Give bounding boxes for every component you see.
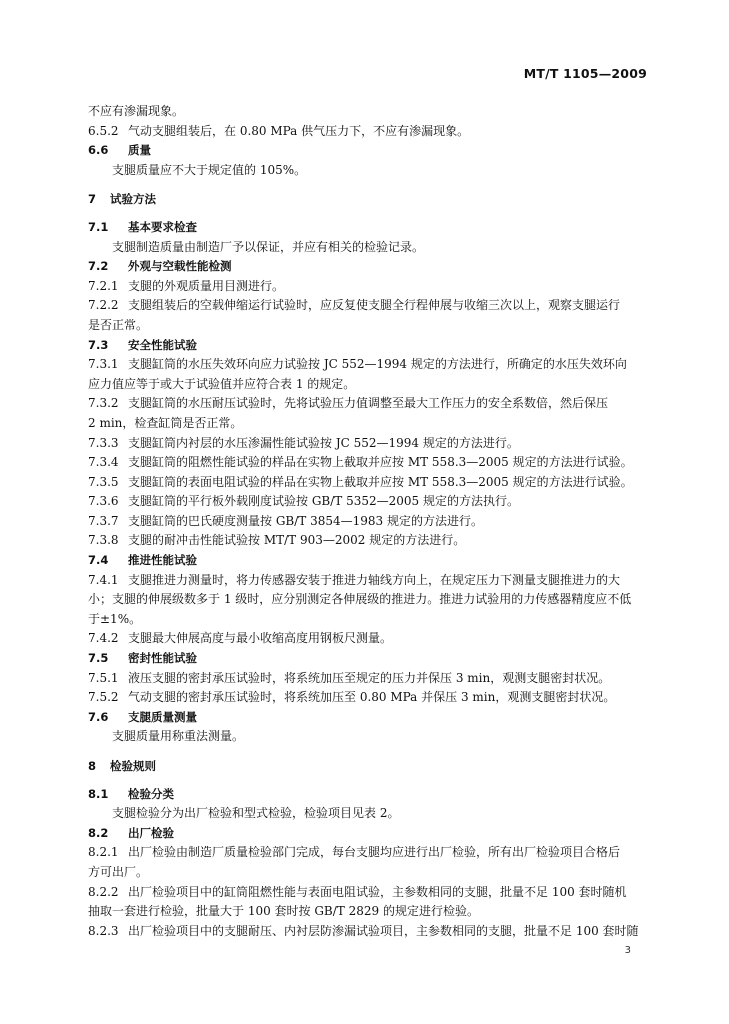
heading-number: 8.2 — [88, 825, 109, 840]
document-body — [88, 102, 647, 941]
clause-7-3-2 — [88, 394, 647, 414]
clause-text: 气动支腿的密封承压试验时，将系统加压至 0.80 MPa 并保压 3 min，观测支腿密封状况。 — [128, 690, 616, 705]
heading-title: 密封性能试验 — [128, 651, 197, 666]
heading-title: 推进性能试验 — [128, 553, 197, 568]
clause-number: 7.2.2 — [88, 298, 119, 313]
clause-number: 7.4.2 — [88, 631, 119, 646]
clause-text: 支腿缸筒的平行板外载刚度试验按 GB/T 5352—2005 规定的方法执行。 — [128, 494, 519, 509]
clause-number: 7.3.4 — [88, 455, 119, 470]
standard-code: MT/T 1105—2009 — [523, 66, 647, 81]
paragraph-line: 于±1%。 — [88, 611, 142, 626]
clause-text: 支腿推进力测量时，将力传感器安装于推进力轴线方向上，在规定压力下测量支腿推进力的大 — [128, 572, 621, 587]
clause-8-2-3 — [88, 922, 647, 942]
paragraph-line: 支腿制造质量由制造厂予以保证，并应有相关的检验记录。 — [112, 239, 425, 254]
heading-7-2 — [88, 257, 647, 277]
heading-8 — [88, 757, 647, 777]
paragraph-line: 应力值应等于或大于试验值并应符合表 1 的规定。 — [88, 376, 356, 391]
clause-number: 7.3.3 — [88, 435, 119, 450]
heading-7-4 — [88, 551, 647, 571]
paragraph-line: 是否正常。 — [88, 317, 149, 332]
heading-number: 7.1 — [88, 219, 109, 234]
clause-7-3-7 — [88, 512, 647, 532]
heading-number: 7.5 — [88, 651, 109, 666]
heading-6-6 — [88, 141, 647, 161]
clause-7-3-4 — [88, 453, 647, 473]
heading-title: 基本要求检查 — [128, 219, 197, 234]
clause-number: 7.5.1 — [88, 670, 119, 685]
clause-number: 6.5.2 — [88, 123, 119, 138]
clause-text: 气动支腿组装后，在 0.80 MPa 供气压力下，不应有渗漏现象。 — [128, 123, 470, 138]
clause-text: 支腿缸筒的阻燃性能试验的样品在实物上截取并应按 MT 558.3—2005 规定的方法进行试验。 — [128, 455, 633, 470]
clause-7-2-1 — [88, 277, 647, 297]
paragraph-line: 不应有渗漏现象。 — [88, 104, 185, 118]
heading-title: 外观与空载性能检测 — [128, 259, 232, 274]
heading-7-1 — [88, 218, 647, 238]
clause-number: 7.3.7 — [88, 513, 119, 528]
clause-number: 7.2.1 — [88, 278, 119, 293]
clause-number: 7.5.2 — [88, 690, 119, 705]
clause-text: 液压支腿的密封承压试验时，将系统加压至规定的压力并保压 3 min，观测支腿密封状况。 — [128, 670, 611, 685]
paragraph-line: 支腿质量应不大于规定值的 105%。 — [112, 162, 307, 177]
heading-7-5 — [88, 649, 647, 669]
clause-7-4-1 — [88, 571, 647, 591]
clause-text: 支腿最大伸展高度与最小收缩高度用钢板尺测量。 — [128, 631, 393, 646]
clause-text: 支腿缸筒的表面电阻试验的样品在实物上截取并应按 MT 558.3—2005 规定的方法进行试验。 — [128, 474, 633, 489]
heading-7-6 — [88, 708, 647, 728]
paragraph-line: 支腿质量用称重法测量。 — [112, 729, 245, 744]
paragraph-line: 2 min，检查缸筒是否正常。 — [88, 415, 243, 430]
clause-7-3-6 — [88, 492, 647, 512]
clause-text: 出厂检验由制造厂质量检验部门完成，每台支腿均应进行出厂检验，所有出厂检验项目合格后 — [128, 845, 621, 860]
clause-number: 8.2.1 — [88, 845, 119, 860]
heading-title: 试验方法 — [110, 192, 156, 207]
clause-text: 支腿缸筒的巴氏硬度测量按 GB/T 3854—1983 规定的方法进行。 — [128, 513, 483, 528]
heading-title: 检验规则 — [110, 759, 156, 773]
clause-6-5-2 — [88, 122, 647, 142]
clause-7-4-2 — [88, 629, 647, 649]
paragraph-line: 抽取一套进行检验，批量大于 100 套时按 GB/T 2829 的规定进行检验。 — [88, 904, 479, 919]
clause-text: 支腿组装后的空载伸缩运行试验时，应反复使支腿全行程伸展与收缩三次以上，观察支腿运行 — [128, 298, 621, 313]
page-number: 3 — [624, 945, 631, 956]
heading-number: 7.6 — [88, 709, 109, 724]
clause-number: 8.2.3 — [88, 923, 119, 938]
clause-7-2-2 — [88, 296, 647, 316]
heading-number: 7.3 — [88, 337, 109, 352]
heading-number: 7 — [88, 192, 97, 207]
clause-text: 支腿缸筒内衬层的水压渗漏性能试验按 JC 552—1994 规定的方法进行。 — [128, 435, 519, 450]
clause-8-2-1 — [88, 843, 647, 863]
clause-number: 7.3.1 — [88, 357, 119, 372]
heading-number: 8.1 — [88, 786, 109, 801]
clause-8-2-2 — [88, 883, 647, 903]
clause-7-5-1 — [88, 669, 647, 689]
clause-7-3-3 — [88, 434, 647, 454]
clause-number: 8.2.2 — [88, 884, 119, 899]
heading-number: 8 — [88, 759, 97, 773]
heading-title: 安全性能试验 — [128, 337, 197, 352]
paragraph-line: 支腿检验分为出厂检验和型式检验，检验项目见表 2。 — [112, 806, 400, 821]
heading-title: 出厂检验 — [128, 825, 174, 840]
heading-7-3 — [88, 336, 647, 356]
clause-text: 出厂检验项目中的支腿耐压、内衬层防渗漏试验项目，主参数相同的支腿，批量不足 100 套时随 — [128, 923, 639, 938]
clause-text: 出厂检验项目中的缸筒阻燃性能与表面电阻试验，主参数相同的支腿，批量不足 100 套时随机 — [128, 884, 627, 899]
clause-text: 支腿的外观质量用目测进行。 — [128, 278, 285, 293]
clause-7-3-5 — [88, 473, 647, 493]
clause-number: 7.3.8 — [88, 533, 119, 548]
heading-8-1 — [88, 785, 647, 805]
heading-title: 质量 — [128, 143, 151, 158]
clause-7-3-8 — [88, 531, 647, 551]
clause-text: 支腿缸筒的水压耐压试验时，先将试验压力值调整至最大工作压力的安全系数倍，然后保压 — [128, 396, 609, 411]
clause-number: 7.3.5 — [88, 474, 119, 489]
clause-number: 7.4.1 — [88, 572, 119, 587]
heading-title: 支腿质量测量 — [128, 709, 197, 724]
heading-number: 7.2 — [88, 259, 109, 274]
heading-number: 7.4 — [88, 553, 109, 568]
clause-7-3-1 — [88, 355, 647, 375]
paragraph-line: 方可出厂。 — [88, 864, 149, 879]
clause-7-5-2 — [88, 688, 647, 708]
paragraph-line: 小；支腿的伸展级数多于 1 级时，应分别测定各伸展级的推进力。推进力试验用的力传感器精度应不低 — [88, 592, 632, 607]
heading-8-2 — [88, 824, 647, 844]
heading-7 — [88, 190, 647, 210]
heading-number: 6.6 — [88, 143, 109, 158]
clause-text: 支腿缸筒的水压失效环向应力试验按 JC 552—1994 规定的方法进行，所确定的水压失效环向 — [128, 357, 627, 372]
clause-text: 支腿的耐冲击性能试验按 MT/T 903—2002 规定的方法进行。 — [128, 533, 466, 548]
clause-number: 7.3.6 — [88, 494, 119, 509]
clause-number: 7.3.2 — [88, 396, 119, 411]
heading-title: 检验分类 — [128, 786, 174, 801]
